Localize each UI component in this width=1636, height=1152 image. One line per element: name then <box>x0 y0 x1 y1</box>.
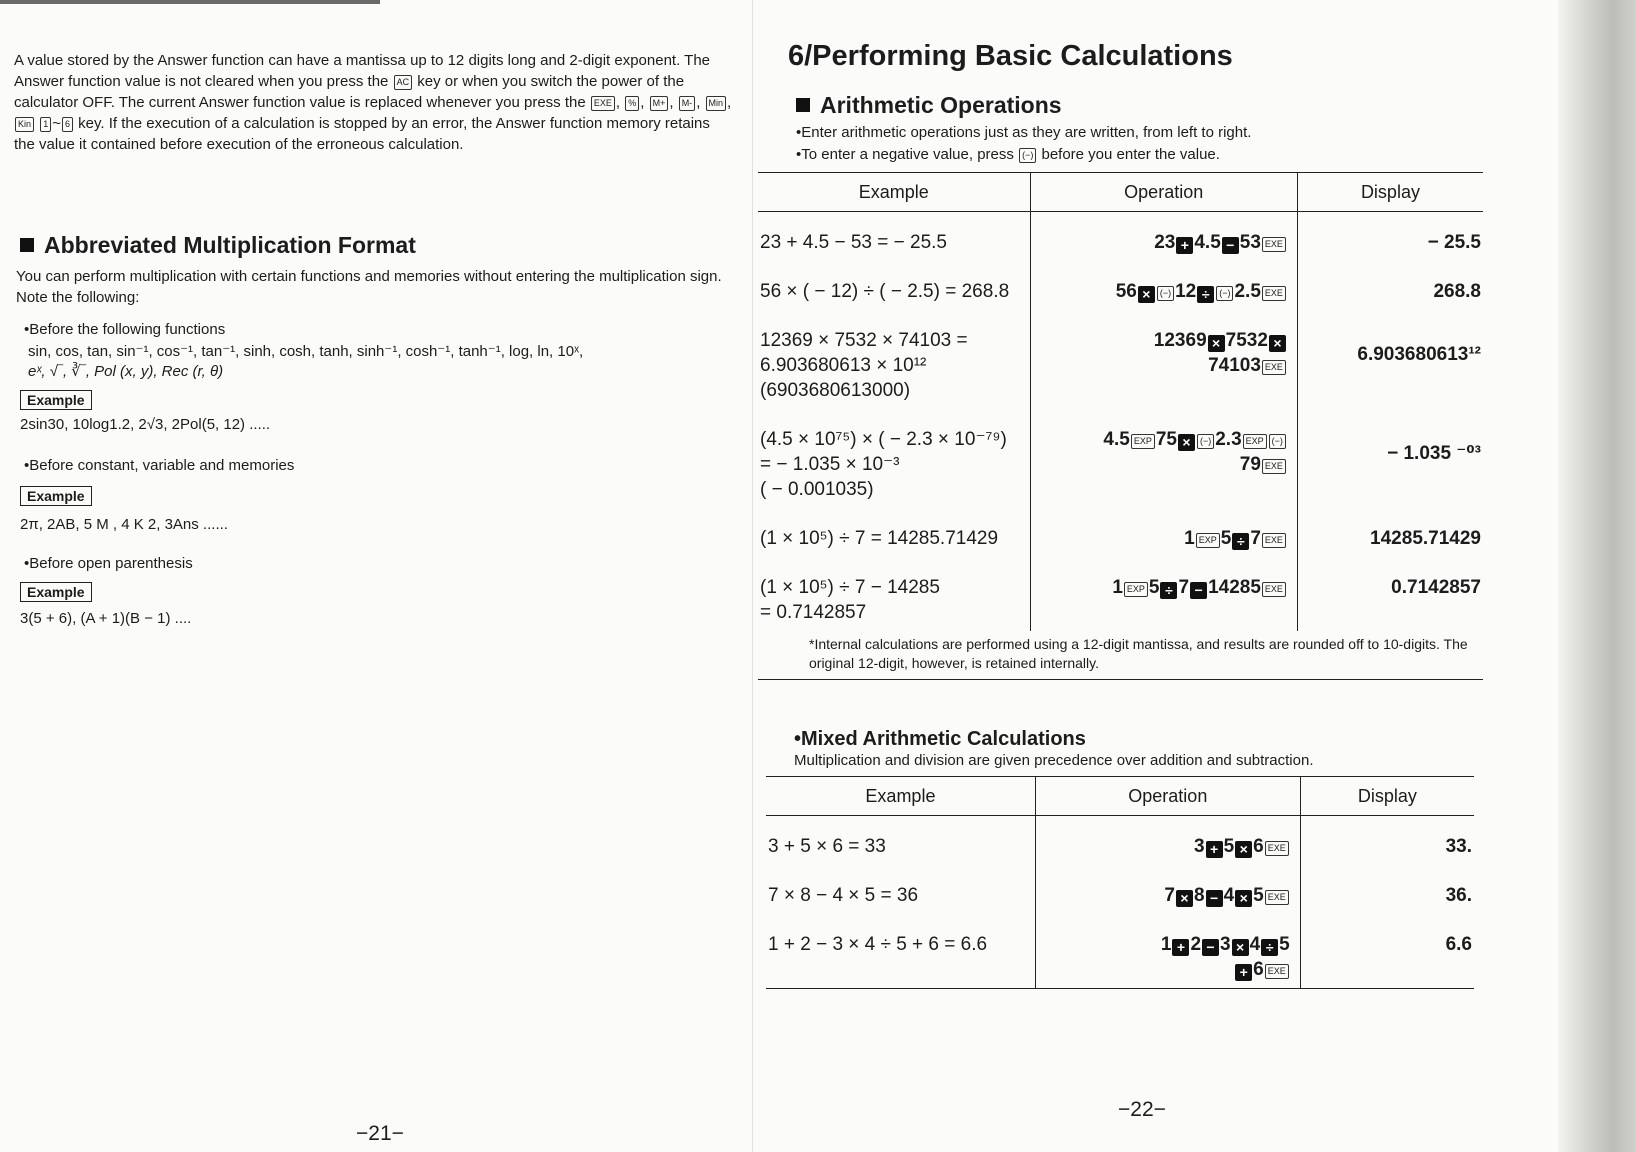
operation-value: 3 <box>1194 836 1205 857</box>
example-cell: 1 + 2 − 3 × 4 ÷ 5 + 6 = 6.6 <box>766 914 1035 989</box>
square-bullet-icon <box>796 98 810 112</box>
operation-line <box>1032 427 1287 452</box>
operation-value: 6 <box>1253 959 1264 980</box>
operation-value: 2 <box>1190 934 1202 955</box>
operation-cell <box>1030 557 1297 631</box>
divide-key-icon: ÷ <box>1160 582 1177 599</box>
plus-key-icon: + <box>1206 841 1223 858</box>
table-row <box>758 508 1483 557</box>
arithmetic-header-row <box>758 173 1483 212</box>
example-cell: 7 × 8 − 4 × 5 = 36 <box>766 865 1035 914</box>
exe-key-icon: EXE <box>1262 582 1286 597</box>
note-negative-value <box>796 146 1220 163</box>
bullet-functions: •Before the following functions <box>24 321 226 338</box>
display-cell: − 25.5 <box>1427 232 1481 253</box>
operation-line <box>1032 526 1287 551</box>
key-1-icon: 1 <box>40 117 51 132</box>
page-21 <box>14 50 734 1145</box>
answer-function-paragraph: A value stored by the Answer function can have a mantissa up to 12 digits long and 2-digit exponent. The Answer function value is not cleared when you press the AC key or when you switch the power of the calculator OFF. The current Answer function value is replaced whenever you press the EXE , % , M+ , M- , Min , Kin 1 ~ 6 key. If the execution of a calculation is stopped by an error, the Answer function memory retains the value it contained before execution of the erroneous calculation. <box>14 52 732 153</box>
key-percent-icon: % <box>625 96 639 111</box>
scan-edge <box>0 0 380 4</box>
page-gutter <box>752 0 753 1152</box>
display-cell: 6.6 <box>1300 914 1474 989</box>
table-row <box>758 310 1483 409</box>
operation-value: 8 <box>1194 885 1205 906</box>
operation-value: 4 <box>1223 885 1235 906</box>
times-key-icon: × <box>1269 335 1286 352</box>
exe-key-icon: EXE <box>1265 841 1289 856</box>
example-line: ( − 0.001035) <box>760 479 874 500</box>
mixed-section-title: •Mixed Arithmetic Calculations <box>794 728 1086 750</box>
operation-value: 3 <box>1220 934 1231 955</box>
mixed-section-desc: Multiplication and division are given precedence over addition and subtraction. <box>794 752 1314 769</box>
operation-value: 79 <box>1239 454 1261 475</box>
display-cell: 0.7142857 <box>1391 577 1481 598</box>
example-label-3: Example <box>20 582 92 602</box>
table-row <box>758 409 1483 508</box>
operation-value: 53 <box>1239 232 1261 253</box>
operation-cell <box>1030 508 1297 557</box>
subsection-title-text: Arithmetic Operations <box>820 92 1062 118</box>
operation-line <box>1032 328 1287 353</box>
exe-key-icon: EXE <box>1265 964 1289 979</box>
operation-value: 4.5 <box>1194 232 1221 253</box>
operation-value: 7532 <box>1225 330 1268 351</box>
display-cell: − 1.035 ⁻⁰³ <box>1387 443 1481 464</box>
key-mminus-icon: M- <box>679 96 696 111</box>
example-cell: (1 × 10⁵) ÷ 7 = 14285.71429 <box>758 508 1030 557</box>
operation-line <box>1037 932 1290 957</box>
operation-line <box>1037 957 1290 982</box>
intro-part-2: key or when you switch the power of the calculator OFF. The current Answer function value is replaced whenever you press the <box>14 73 685 111</box>
display-cell: 36. <box>1445 885 1472 906</box>
note-negative-a: •To enter a negative value, press <box>796 146 1014 163</box>
bullet-parenthesis: •Before open parenthesis <box>24 555 193 572</box>
exp-key-icon: EXP <box>1196 533 1220 548</box>
negative-key-icon: (−) <box>1216 286 1233 301</box>
section-title <box>20 232 416 259</box>
operation-value: 12369 <box>1153 330 1207 351</box>
display-cell: 6.903680613¹² <box>1357 344 1481 365</box>
operation-value: 1 <box>1184 528 1195 549</box>
times-key-icon: × <box>1235 841 1252 858</box>
example-2: 2π, 2AB, 5 M , 4 K 2, 3Ans ...... <box>20 516 228 533</box>
exe-key-icon: EXE <box>1262 459 1286 474</box>
operation-value: 4 <box>1249 934 1261 955</box>
example-line: (6903680613000) <box>760 380 911 401</box>
times-key-icon: × <box>1138 286 1155 303</box>
example-line: (1 × 10⁵) ÷ 7 − 14285 <box>760 577 940 598</box>
mixed-header-row <box>766 777 1474 816</box>
example-line: = − 1.035 × 10⁻³ <box>760 454 900 475</box>
function-list <box>28 342 728 382</box>
minus-key-icon: − <box>1206 890 1223 907</box>
table-row <box>758 212 1483 262</box>
operation-line <box>1032 279 1287 304</box>
operation-value: 1 <box>1112 577 1123 598</box>
operation-value: 5 <box>1220 528 1232 549</box>
operation-value: 5 <box>1279 934 1290 955</box>
exe-key-icon: EXE <box>1262 237 1286 252</box>
square-bullet-icon <box>20 238 34 252</box>
key-6-icon: 6 <box>62 117 73 132</box>
exe-key-icon: EXE <box>1262 360 1286 375</box>
header-display: Display <box>1297 173 1483 212</box>
function-list-line-1: sin, cos, tan, sin⁻¹, cos⁻¹, tan⁻¹, sinh, cosh, tanh, sinh⁻¹, cosh⁻¹, tanh⁻¹, log, ln, 10ˣ, <box>28 343 584 360</box>
negative-key-icon: (−) <box>1269 434 1286 449</box>
header-operation: Operation <box>1035 777 1300 816</box>
header-operation: Operation <box>1030 173 1297 212</box>
times-key-icon: × <box>1208 335 1225 352</box>
operation-value: 23 <box>1154 232 1176 253</box>
intro-part-3: key. If the execution of a calculation is stopped by an error, the Answer function memory retains the value it contained before execution of the erroneous calculation. <box>14 115 710 153</box>
footnote: *Internal calculations are performed using a 12-digit mantissa, and results are rounded off to 10-digits. The original 12-digit, however, is retained internally. <box>809 636 1468 671</box>
example-1: 2sin30, 10log1.2, 2√3, 2Pol(5, 12) ..... <box>20 416 271 433</box>
operation-line <box>1032 353 1287 378</box>
minus-key-icon: − <box>1190 582 1207 599</box>
footnote-row <box>758 631 1483 680</box>
operation-value: 1 <box>1160 934 1172 955</box>
chapter-title: 6/Performing Basic Calculations <box>788 40 1233 72</box>
table-row <box>766 865 1474 914</box>
operation-cell <box>1035 865 1300 914</box>
operation-cell <box>1030 261 1297 310</box>
divide-key-icon: ÷ <box>1261 939 1278 956</box>
table-row <box>758 261 1483 310</box>
example-label-1: Example <box>20 390 92 410</box>
example-cell <box>758 409 1030 508</box>
negative-key-icon: (−) <box>1197 434 1214 449</box>
operation-value: 6 <box>1253 836 1264 857</box>
example-cell <box>758 557 1030 631</box>
intro-part-1: A value stored by the Answer function can have a mantissa up to 12 digits long and 2-digit exponent. The Answer function value is not cleared when you press the <box>14 52 711 90</box>
table-row <box>766 816 1474 866</box>
operation-cell <box>1030 409 1297 508</box>
key-mplus-icon: M+ <box>650 96 669 111</box>
key-exe-icon: EXE <box>591 96 615 111</box>
operation-value: 5 <box>1223 836 1235 857</box>
operation-cell <box>1030 212 1297 262</box>
negative-key-icon: (−) <box>1157 286 1174 301</box>
operation-line <box>1032 230 1287 255</box>
operation-cell <box>1035 914 1300 989</box>
operation-value: 7 <box>1250 528 1261 549</box>
exp-key-icon: EXP <box>1124 582 1148 597</box>
note-left-to-right: •Enter arithmetic operations just as they are written, from left to right. <box>796 124 1252 141</box>
divide-key-icon: ÷ <box>1232 533 1249 550</box>
example-line: = 0.7142857 <box>760 602 867 623</box>
section-title-text: Abbreviated Multiplication Format <box>44 232 416 258</box>
function-list-line-2: eˣ, √‾, ∛‾, Pol (x, y), Rec (r, θ) <box>28 363 224 380</box>
operation-value: 75 <box>1155 429 1177 450</box>
minus-key-icon: − <box>1202 939 1219 956</box>
plus-key-icon: + <box>1172 939 1189 956</box>
operation-value: 5 <box>1253 885 1264 906</box>
operation-value: 7 <box>1164 885 1175 906</box>
exe-key-icon: EXE <box>1262 286 1286 301</box>
exe-key-icon: EXE <box>1262 533 1286 548</box>
header-example: Example <box>766 777 1035 816</box>
exe-key-icon: EXE <box>1265 890 1289 905</box>
operation-line <box>1032 575 1287 600</box>
plus-key-icon: + <box>1176 237 1193 254</box>
times-key-icon: × <box>1178 434 1195 451</box>
times-key-icon: × <box>1176 890 1193 907</box>
key-ac-icon: AC <box>394 75 413 90</box>
footnote-cell <box>758 631 1483 680</box>
operation-value: 2.3 <box>1215 429 1242 450</box>
exp-key-icon: EXP <box>1243 434 1267 449</box>
exp-key-icon: EXP <box>1131 434 1155 449</box>
scan-shadow-edge <box>1558 0 1636 1152</box>
operation-value: 5 <box>1148 577 1160 598</box>
key-negative-icon: (−) <box>1019 148 1036 163</box>
operation-value: 4.5 <box>1103 429 1130 450</box>
divide-key-icon: ÷ <box>1197 286 1214 303</box>
example-line: 6.903680613 × 10¹² <box>760 355 927 376</box>
page-22 <box>760 40 1528 1140</box>
example-line: 12369 × 7532 × 74103 = <box>760 330 968 351</box>
table-row <box>758 557 1483 631</box>
operation-value: 7 <box>1178 577 1190 598</box>
example-3: 3(5 + 6), (A + 1)(B − 1) .... <box>20 610 192 627</box>
arithmetic-table <box>758 172 1483 680</box>
mixed-table <box>766 776 1474 989</box>
bullet-constants: •Before constant, variable and memories <box>24 457 295 474</box>
display-cell: 33. <box>1445 836 1472 857</box>
operation-cell <box>1035 816 1300 866</box>
operation-line <box>1037 883 1290 908</box>
note-negative-b: before you enter the value. <box>1041 146 1220 163</box>
minus-key-icon: − <box>1222 237 1239 254</box>
subsection-title <box>796 92 1062 119</box>
header-example: Example <box>758 173 1030 212</box>
example-cell: 23 + 4.5 − 53 = − 25.5 <box>758 212 1030 262</box>
operation-cell <box>1030 310 1297 409</box>
display-cell: 14285.71429 <box>1370 528 1481 549</box>
times-key-icon: × <box>1235 890 1252 907</box>
operation-value: 74103 <box>1208 355 1261 376</box>
example-cell <box>758 310 1030 409</box>
times-key-icon: × <box>1232 939 1249 956</box>
operation-value: 2.5 <box>1234 281 1261 302</box>
display-cell: 268.8 <box>1433 281 1481 302</box>
operation-value: 56 <box>1115 281 1137 302</box>
page-number-22: −22− <box>1118 1098 1166 1121</box>
example-cell: 56 × ( − 12) ÷ ( − 2.5) = 268.8 <box>758 261 1030 310</box>
header-display: Display <box>1300 777 1474 816</box>
tilde: ~ <box>52 115 61 132</box>
example-line: (4.5 × 10⁷⁵) × ( − 2.3 × 10⁻⁷⁹) <box>760 429 1007 450</box>
operation-value: 12 <box>1175 281 1197 302</box>
example-cell: 3 + 5 × 6 = 33 <box>766 816 1035 866</box>
table-row <box>766 914 1474 989</box>
operation-value: 14285 <box>1208 577 1261 598</box>
operation-line <box>1032 452 1287 477</box>
key-min-icon: Min <box>706 96 727 111</box>
operation-line <box>1037 834 1290 859</box>
plus-key-icon: + <box>1235 964 1252 981</box>
section-intro: You can perform multiplication with certain functions and memories without entering the multiplication sign. Note the following: <box>16 268 722 306</box>
key-kin-icon: Kin <box>15 117 34 132</box>
page-number-21: −21− <box>356 1122 404 1145</box>
example-label-2: Example <box>20 486 92 506</box>
